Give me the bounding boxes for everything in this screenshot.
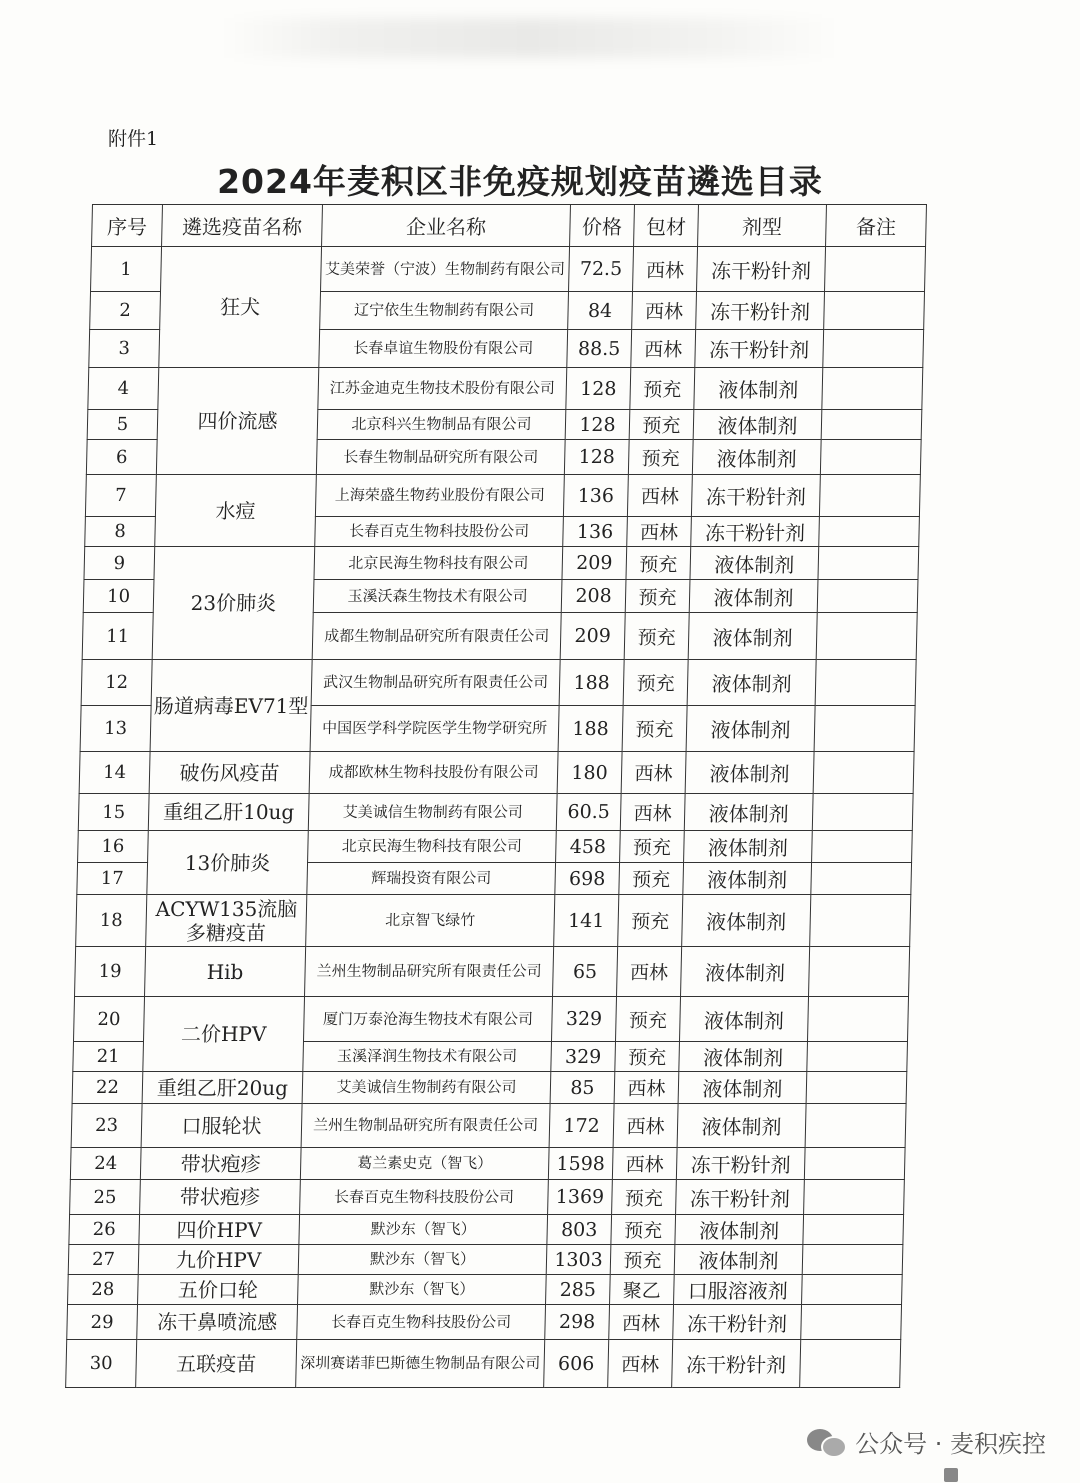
table-row — [81, 660, 916, 706]
vaccine-name: 五价口轮 — [138, 1275, 299, 1305]
company-name: 辉瑞投资有限公司 — [307, 863, 556, 895]
price: 329 — [551, 1042, 616, 1072]
company-name: 辽宁依生生物制药有限公司 — [320, 292, 569, 330]
dosage-form: 冻干粉针剂 — [672, 1340, 801, 1388]
remark-cell — [802, 1275, 903, 1305]
company-name: 北京智飞绿竹 — [306, 895, 555, 947]
dosage-form: 液体制剂 — [693, 410, 822, 440]
packaging: 预充 — [619, 863, 684, 895]
company-name: 深圳赛诺菲巴斯德生物制品有限公司 — [296, 1340, 545, 1388]
table-row — [69, 1215, 904, 1245]
price: 88.5 — [567, 330, 632, 368]
remark-cell — [812, 794, 913, 831]
remark-cell — [820, 440, 921, 475]
table-row — [66, 1340, 901, 1388]
table-row — [78, 831, 913, 863]
table-row — [73, 997, 908, 1042]
header-form: 剂型 — [698, 205, 827, 247]
dosage-form: 冻干粉针剂 — [697, 247, 826, 292]
price: 128 — [566, 368, 631, 410]
dosage-form: 口服溶液剂 — [674, 1275, 803, 1305]
header-remark: 备注 — [826, 205, 927, 247]
remark-cell — [815, 660, 916, 706]
row-no: 9 — [84, 547, 155, 580]
header-vaccine: 遴选疫苗名称 — [162, 205, 323, 247]
table-row — [72, 1072, 907, 1104]
price: 698 — [555, 863, 620, 895]
dosage-form: 液体制剂 — [690, 547, 819, 580]
table-row — [85, 475, 920, 517]
price: 209 — [562, 547, 627, 580]
row-no: 6 — [86, 440, 157, 475]
dosage-form: 液体制剂 — [679, 997, 808, 1042]
price: 172 — [549, 1104, 614, 1148]
packaging: 预充 — [625, 580, 690, 613]
dosage-form: 冻干粉针剂 — [696, 292, 825, 330]
vaccine-name: 冻干鼻喷流感 — [137, 1305, 298, 1340]
remark-cell — [802, 1245, 903, 1275]
row-no: 11 — [82, 613, 153, 660]
table-row — [71, 1104, 906, 1148]
table-row — [84, 547, 919, 580]
dosage-form: 液体制剂 — [682, 895, 811, 947]
dosage-form: 液体制剂 — [694, 368, 823, 410]
row-no: 7 — [85, 475, 156, 517]
vaccine-name: 带状疱疹 — [140, 1180, 301, 1215]
packaging: 西林 — [608, 1340, 673, 1388]
vaccine-name: 狂犬 — [159, 247, 322, 368]
packaging: 预充 — [629, 410, 694, 440]
packaging: 西林 — [614, 1072, 679, 1104]
packaging: 西林 — [621, 752, 686, 794]
price: 180 — [557, 752, 622, 794]
price: 141 — [554, 895, 619, 947]
remark-cell — [823, 330, 924, 368]
remark-cell — [819, 517, 920, 547]
table-row — [78, 794, 913, 831]
packaging: 西林 — [627, 475, 692, 517]
packaging: 预充 — [615, 997, 680, 1042]
remark-cell — [819, 475, 920, 517]
company-name: 长春百克生物科技股份公司 — [315, 517, 564, 547]
row-no: 28 — [68, 1275, 139, 1305]
dosage-form: 冻干粉针剂 — [691, 517, 820, 547]
vaccine-catalog-table — [65, 204, 927, 1388]
company-name: 长春生物制品研究所有限公司 — [316, 440, 565, 475]
price: 85 — [550, 1072, 615, 1104]
company-name: 江苏金迪克生物技术股份有限公司 — [318, 368, 567, 410]
dosage-form: 冻干粉针剂 — [676, 1148, 805, 1180]
company-name: 成都生物制品研究所有限责任公司 — [312, 613, 561, 660]
dosage-form: 液体制剂 — [678, 1072, 807, 1104]
company-name: 成都欧林生物科技股份有限公司 — [309, 752, 558, 794]
company-name: 默沙东（智飞） — [299, 1215, 548, 1245]
row-no: 10 — [83, 580, 154, 613]
vaccine-name: 四价流感 — [156, 368, 318, 475]
table-row — [67, 1305, 902, 1340]
company-name: 北京民海生物科技有限公司 — [308, 831, 557, 863]
vaccine-name: 带状疱疹 — [140, 1148, 301, 1180]
price: 298 — [545, 1305, 610, 1340]
vaccine-name: 肠道病毒EV71型 — [150, 660, 312, 752]
remark-cell — [811, 863, 912, 895]
row-no: 18 — [76, 895, 147, 947]
table-row — [70, 1148, 905, 1180]
row-no: 4 — [88, 368, 159, 410]
row-no: 25 — [70, 1180, 141, 1215]
remark-cell — [804, 1148, 905, 1180]
vaccine-name: 九价HPV — [138, 1245, 299, 1275]
header-no: 序号 — [92, 205, 163, 247]
packaging: 预充 — [615, 1042, 680, 1072]
dosage-form: 液体制剂 — [684, 794, 813, 831]
company-name: 长春百克生物科技股份公司 — [297, 1305, 546, 1340]
remark-cell — [812, 831, 913, 863]
row-no: 23 — [71, 1104, 142, 1148]
table-header-row — [92, 205, 927, 247]
remark-cell — [816, 613, 917, 660]
company-name: 葛兰素史克（智飞） — [300, 1148, 549, 1180]
vaccine-name: 二价HPV — [143, 997, 305, 1072]
remark-cell — [824, 292, 925, 330]
remark-cell — [803, 1215, 904, 1245]
company-name: 玉溪泽润生物技术有限公司 — [303, 1042, 552, 1072]
dosage-form: 液体制剂 — [692, 440, 821, 475]
price: 128 — [565, 410, 630, 440]
remark-cell — [806, 1072, 907, 1104]
wechat-icon — [807, 1427, 847, 1457]
vaccine-name: 五联疫苗 — [136, 1340, 297, 1388]
row-no: 29 — [67, 1305, 138, 1340]
row-no: 24 — [70, 1148, 141, 1180]
dosage-form: 液体制剂 — [687, 660, 816, 706]
dosage-form: 液体制剂 — [681, 947, 810, 997]
row-no: 20 — [73, 997, 144, 1042]
row-no: 1 — [91, 247, 162, 292]
dosage-form: 液体制剂 — [686, 706, 815, 752]
row-no: 8 — [85, 517, 156, 547]
price: 72.5 — [569, 247, 634, 292]
row-no: 2 — [90, 292, 161, 330]
row-no: 17 — [77, 863, 148, 895]
packaging: 预充 — [622, 706, 687, 752]
packaging: 预充 — [626, 547, 691, 580]
dosage-form: 冻干粉针剂 — [676, 1180, 805, 1215]
row-no: 14 — [79, 752, 150, 794]
row-no: 12 — [81, 660, 152, 706]
company-name: 武汉生物制品研究所有限责任公司 — [311, 660, 560, 706]
header-company: 企业名称 — [322, 205, 571, 247]
dosage-form: 液体制剂 — [677, 1104, 806, 1148]
dosage-form: 液体制剂 — [688, 613, 817, 660]
price: 84 — [568, 292, 633, 330]
document-title: 2024年麦积区非免疫规划疫苗遴选目录 — [217, 162, 823, 201]
row-no: 16 — [78, 831, 149, 863]
table-row — [68, 1275, 903, 1305]
vaccine-name: ACYW135流脑多糖疫苗 — [146, 895, 307, 947]
price: 60.5 — [556, 794, 621, 831]
dosage-form: 冻干粉针剂 — [695, 330, 824, 368]
vaccine-name: 重组乙肝10ug — [148, 794, 309, 831]
dosage-form: 液体制剂 — [674, 1245, 803, 1275]
remark-cell — [807, 1042, 908, 1072]
vaccine-name: 重组乙肝20ug — [142, 1072, 303, 1104]
packaging: 预充 — [628, 440, 693, 475]
packaging: 西林 — [620, 794, 685, 831]
row-no: 5 — [87, 410, 158, 440]
remark-cell — [807, 997, 908, 1042]
scan-smudge — [220, 18, 840, 58]
dosage-form: 冻干粉针剂 — [691, 475, 820, 517]
price: 128 — [564, 440, 629, 475]
price: 803 — [547, 1215, 612, 1245]
dosage-form: 冻干粉针剂 — [673, 1305, 802, 1340]
header-pack: 包材 — [634, 205, 699, 247]
price: 136 — [563, 517, 628, 547]
company-name: 中国医学科学院医学生物学研究所 — [310, 706, 559, 752]
packaging: 预充 — [623, 660, 688, 706]
packaging: 预充 — [620, 831, 685, 863]
vaccine-name: 四价HPV — [139, 1215, 300, 1245]
remark-cell — [804, 1180, 905, 1215]
row-no: 15 — [78, 794, 149, 831]
price: 285 — [546, 1275, 611, 1305]
packaging: 西林 — [612, 1148, 677, 1180]
table-row — [79, 752, 914, 794]
remark-cell — [805, 1104, 906, 1148]
watermark-text: 公众号 · 麦积疾控 — [855, 1430, 1046, 1458]
vaccine-name: 水痘 — [155, 475, 317, 547]
remark-cell — [817, 580, 918, 613]
price: 1369 — [548, 1180, 613, 1215]
price: 329 — [551, 997, 616, 1042]
company-name: 艾美诚信生物制药有限公司 — [308, 794, 557, 831]
remark-cell — [809, 947, 910, 997]
packaging: 预充 — [624, 613, 689, 660]
company-name: 北京科兴生物制品有限公司 — [317, 410, 566, 440]
packaging: 预充 — [611, 1215, 676, 1245]
price: 136 — [563, 475, 628, 517]
price: 65 — [553, 947, 618, 997]
vaccine-name: 23价肺炎 — [152, 547, 315, 660]
table-row — [70, 1180, 905, 1215]
company-name: 艾美诚信生物制药有限公司 — [302, 1072, 551, 1104]
dosage-form: 液体制剂 — [679, 1042, 808, 1072]
row-no: 26 — [69, 1215, 140, 1245]
table-row — [68, 1245, 903, 1275]
table-row — [76, 895, 911, 947]
remark-cell — [822, 368, 923, 410]
row-no: 22 — [72, 1072, 143, 1104]
packaging: 西林 — [609, 1305, 674, 1340]
company-name: 上海荣盛生物药业股份有限公司 — [315, 475, 564, 517]
packaging: 西林 — [617, 947, 682, 997]
dosage-form: 液体制剂 — [685, 752, 814, 794]
packaging: 西林 — [627, 517, 692, 547]
packaging: 预充 — [610, 1245, 675, 1275]
packaging: 预充 — [612, 1180, 677, 1215]
packaging: 西林 — [613, 1104, 678, 1148]
vaccine-name: 13价肺炎 — [147, 831, 308, 895]
row-no: 27 — [68, 1245, 139, 1275]
packaging: 西林 — [631, 330, 696, 368]
row-no: 13 — [80, 706, 151, 752]
price: 606 — [544, 1340, 609, 1388]
row-no: 21 — [73, 1042, 144, 1072]
packaging: 西林 — [633, 247, 698, 292]
remark-cell — [801, 1305, 902, 1340]
vaccine-name: Hib — [145, 947, 306, 997]
price: 458 — [556, 831, 621, 863]
dosage-form: 液体制剂 — [689, 580, 818, 613]
company-name: 玉溪沃森生物技术有限公司 — [313, 580, 562, 613]
packaging: 预充 — [630, 368, 695, 410]
vaccine-name: 破伤风疫苗 — [149, 752, 310, 794]
price: 188 — [559, 660, 624, 706]
remark-cell — [825, 247, 926, 292]
packaging: 西林 — [632, 292, 697, 330]
company-name: 长春百克生物科技股份公司 — [300, 1180, 549, 1215]
table-row — [88, 368, 923, 410]
remark-cell — [810, 895, 911, 947]
price: 209 — [560, 613, 625, 660]
row-no: 19 — [75, 947, 146, 997]
remark-cell — [821, 410, 922, 440]
company-name: 厦门万泰沧海生物技术有限公司 — [303, 997, 552, 1042]
remark-cell — [800, 1340, 901, 1388]
attachment-label: 附件1 — [108, 128, 159, 150]
watermark — [807, 1424, 1046, 1459]
remark-cell — [818, 547, 919, 580]
dosage-form: 液体制剂 — [675, 1215, 804, 1245]
table-row — [75, 947, 910, 997]
table-row — [91, 247, 926, 292]
company-name: 兰州生物制品研究所有限责任公司 — [305, 947, 554, 997]
vaccine-name: 口服轮状 — [141, 1104, 302, 1148]
company-name: 北京民海生物科技有限公司 — [314, 547, 563, 580]
company-name: 长春卓谊生物股份有限公司 — [319, 330, 568, 368]
company-name: 默沙东（智飞） — [298, 1245, 547, 1275]
company-name: 艾美荣誉（宁波）生物制药有限公司 — [321, 247, 570, 292]
remark-cell — [813, 752, 914, 794]
scan-mark — [944, 1468, 958, 1482]
header-price: 价格 — [570, 205, 635, 247]
dosage-form: 液体制剂 — [683, 863, 812, 895]
price: 1598 — [548, 1148, 613, 1180]
price: 188 — [558, 706, 623, 752]
remark-cell — [814, 706, 915, 752]
company-name: 默沙东（智飞） — [298, 1275, 547, 1305]
row-no: 3 — [89, 330, 160, 368]
packaging: 聚乙 — [610, 1275, 675, 1305]
packaging: 预充 — [618, 895, 683, 947]
price: 1303 — [546, 1245, 611, 1275]
company-name: 兰州生物制品研究所有限责任公司 — [301, 1104, 550, 1148]
row-no: 30 — [66, 1340, 137, 1388]
price: 208 — [561, 580, 626, 613]
dosage-form: 液体制剂 — [684, 831, 813, 863]
